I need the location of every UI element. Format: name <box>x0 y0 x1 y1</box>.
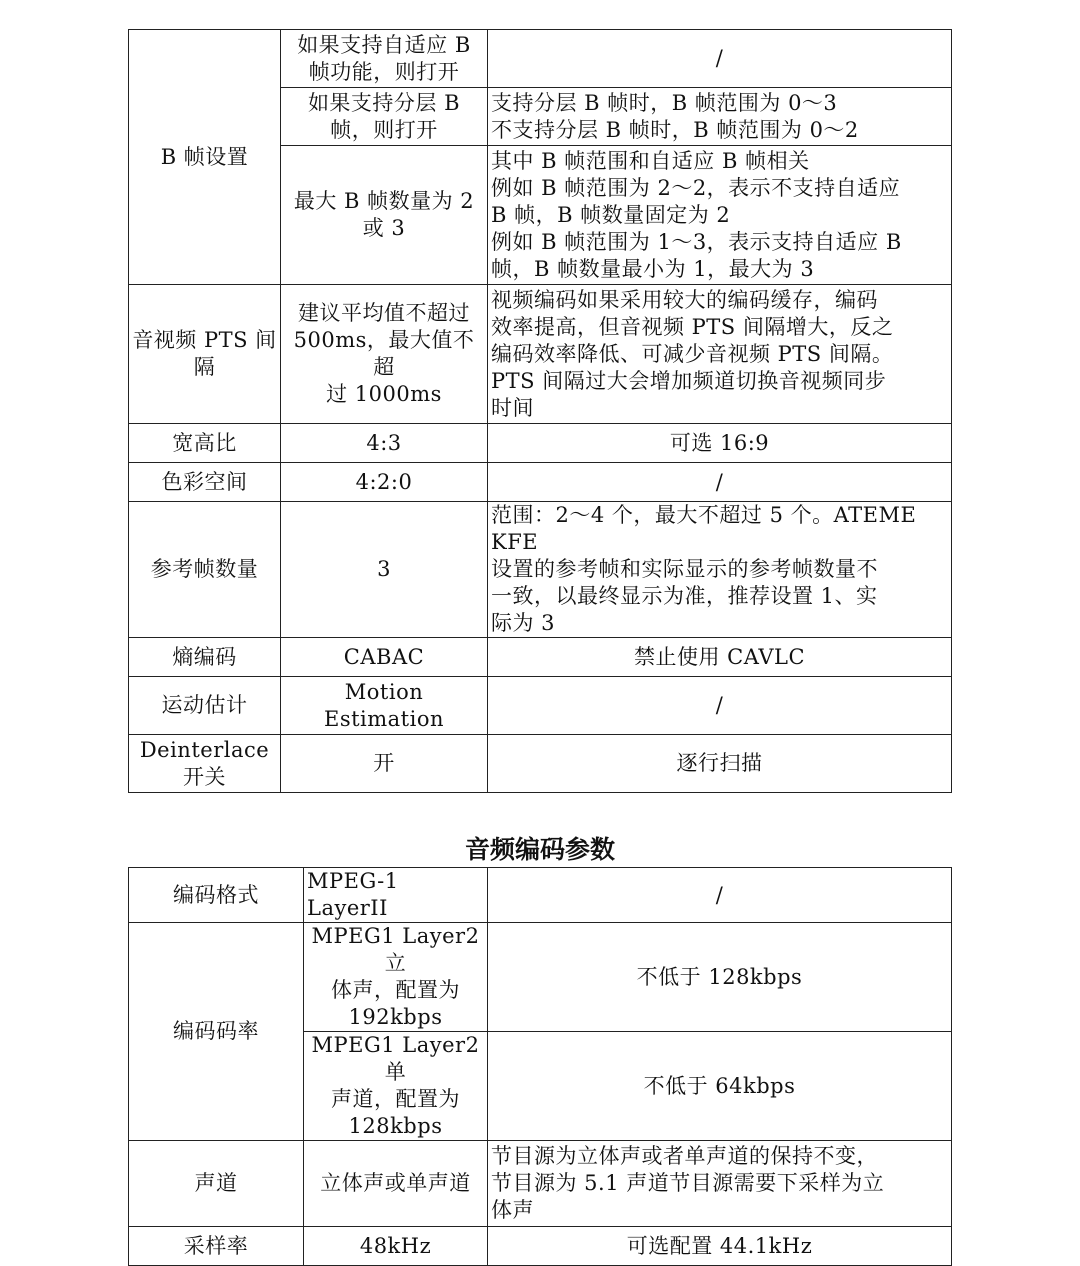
row-note: 禁止使用 CAVLC <box>488 638 952 677</box>
b-frame-max-value: 最大 B 帧数量为 2 或 3 <box>281 146 488 285</box>
row-label: 音视频 PTS 间 隔 <box>129 285 281 424</box>
row-note: 逐行扫描 <box>488 735 952 793</box>
row-value: Motion Estimation <box>281 677 488 735</box>
channel-note: 节目源为立体声或者单声道的保持不变， 节目源为 5.1 声道节目源需要下采样为立 体声 <box>488 1141 952 1227</box>
row-label: 宽高比 <box>129 424 281 463</box>
row-note: 视频编码如果采用较大的编码缓存，编码 效率提高，但音视频 PTS 间隔增大，反之 编码效率降低、可减少音视频 PTS 间隔。 PTS 间隔过大会增加频道切换音视频同步 时间 <box>488 285 952 424</box>
row-value: 4:3 <box>281 424 488 463</box>
table-row <box>129 1227 952 1266</box>
format-label: 编码格式 <box>129 868 304 923</box>
table-row <box>129 30 952 88</box>
sample-rate-label: 采样率 <box>129 1227 304 1266</box>
b-frame-hier-note: 支持分层 B 帧时，B 帧范围为 0～3 不支持分层 B 帧时，B 帧范围为 0～2 <box>488 88 952 146</box>
row-label: 运动估计 <box>129 677 281 735</box>
bitrate-label: 编码码率 <box>129 923 304 1141</box>
row-note: / <box>488 677 952 735</box>
bitrate-mono-note: 不低于 64kbps <box>488 1032 952 1141</box>
b-frame-adaptive-value: 如果支持自适应 B 帧功能，则打开 <box>281 30 488 88</box>
row-label: Deinterlace 开关 <box>129 735 281 793</box>
table-row <box>129 285 952 424</box>
table-row <box>129 463 952 502</box>
table-row <box>129 735 952 793</box>
row-label: 参考帧数量 <box>129 502 281 638</box>
sample-rate-note: 可选配置 44.1kHz <box>488 1227 952 1266</box>
row-value: 开 <box>281 735 488 793</box>
channel-value: 立体声或单声道 <box>304 1141 488 1227</box>
section-title: 音频编码参数 <box>464 835 615 864</box>
row-note: 可选 16:9 <box>488 424 952 463</box>
row-value: CABAC <box>281 638 488 677</box>
row-value: 4:2:0 <box>281 463 488 502</box>
channel-label: 声道 <box>129 1141 304 1227</box>
table-row <box>129 1141 952 1227</box>
audio-params-table <box>128 867 952 1266</box>
b-frame-hier-value: 如果支持分层 B 帧，则打开 <box>281 88 488 146</box>
table-row <box>129 424 952 463</box>
b-frame-max-note: 其中 B 帧范围和自适应 B 帧相关 例如 B 帧范围为 2～2，表示不支持自适应 B 帧，B 帧数量固定为 2 例如 B 帧范围为 1～3，表示支持自适应 B 帧，B 帧数量最小为 1，最大为 3 <box>488 146 952 285</box>
table-row <box>129 868 952 923</box>
table-row <box>129 677 952 735</box>
video-params-table <box>128 29 952 793</box>
bitrate-stereo-note: 不低于 128kbps <box>488 923 952 1032</box>
row-note: 范围：2～4 个，最大不超过 5 个。ATEME KFE 设置的参考帧和实际显示的参考帧数量不 一致，以最终显示为准，推荐设置 1、实 际为 3 <box>488 502 952 638</box>
row-label: 色彩空间 <box>129 463 281 502</box>
row-note: / <box>488 463 952 502</box>
bitrate-stereo-value: MPEG1 Layer2 立 体声，配置为 192kbps <box>304 923 488 1032</box>
table-row <box>129 502 952 638</box>
table-row <box>129 923 952 1032</box>
row-value: 3 <box>281 502 488 638</box>
format-note: / <box>488 868 952 923</box>
b-frame-adaptive-note: / <box>488 30 952 88</box>
table-row <box>129 638 952 677</box>
format-value: MPEG-1 LayerII <box>304 868 488 923</box>
b-frame-label: B 帧设置 <box>129 30 281 285</box>
row-label: 熵编码 <box>129 638 281 677</box>
bitrate-mono-value: MPEG1 Layer2 单 声道，配置为 128kbps <box>304 1032 488 1141</box>
row-value: 建议平均值不超过 500ms，最大值不超 过 1000ms <box>281 285 488 424</box>
sample-rate-value: 48kHz <box>304 1227 488 1266</box>
